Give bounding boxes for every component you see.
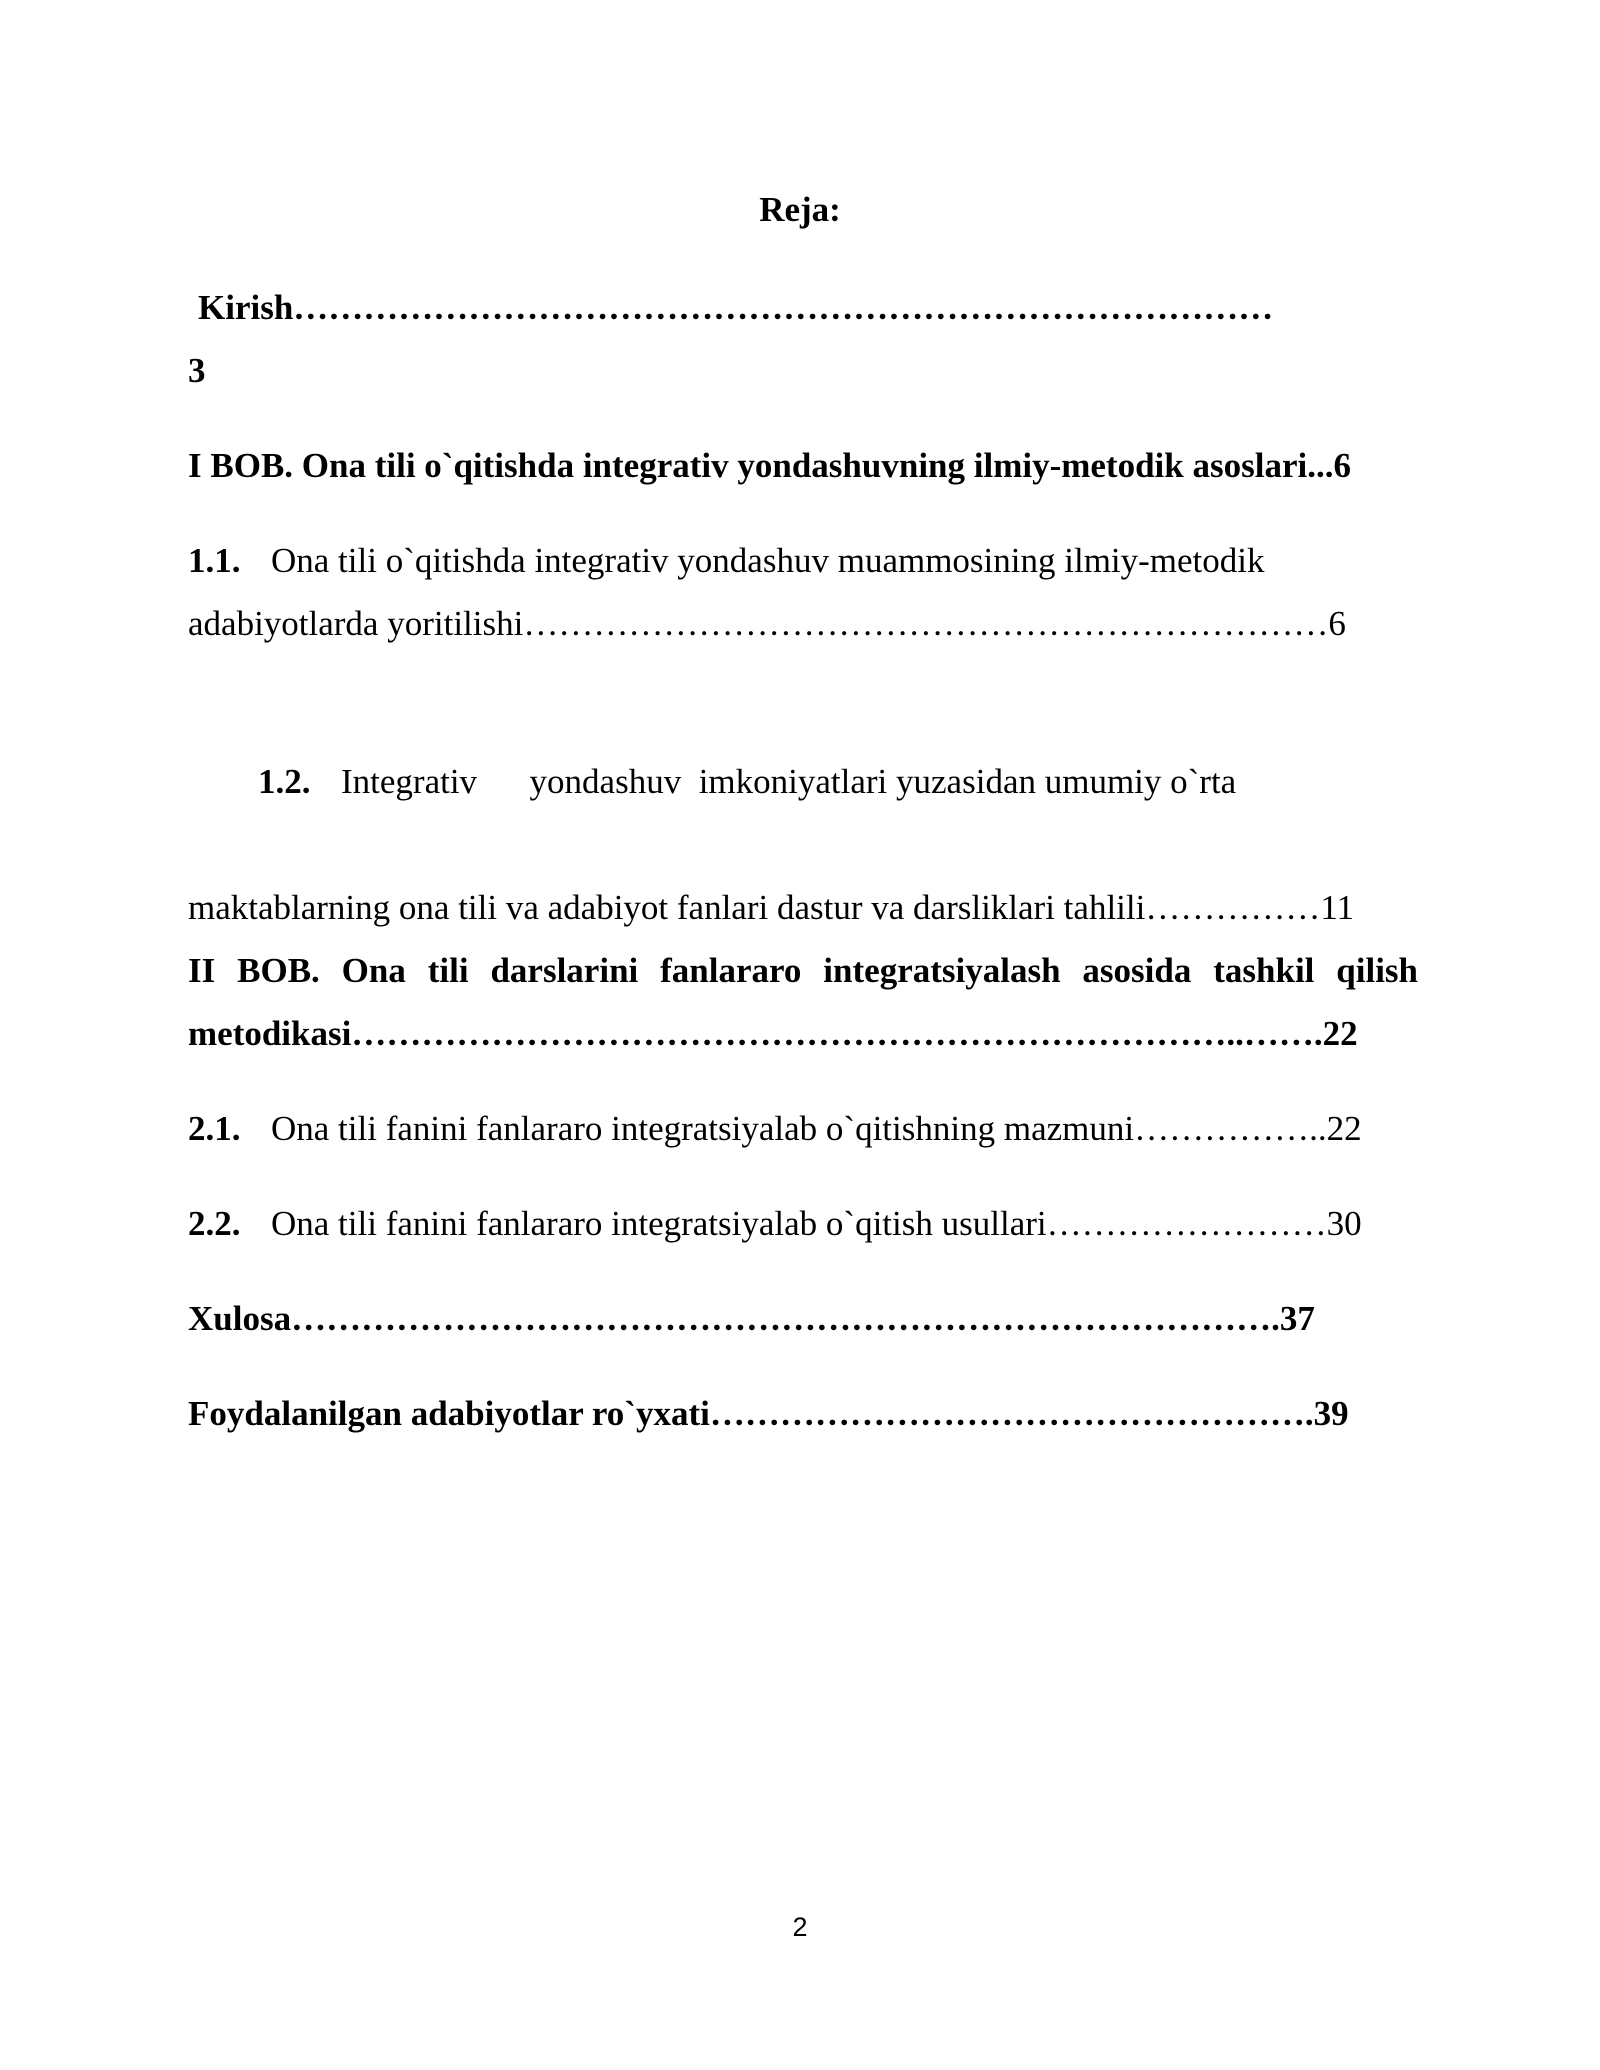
toc-section-number: 2.2. — [188, 1204, 241, 1243]
toc-entry-page: 3 — [188, 351, 206, 390]
toc-entry-chapter-1: I BOB. Ona tili o`qitishda integrativ yondashuvning ilmiy-metodik asoslari...6 — [188, 446, 1351, 485]
toc-entry-kirish — [188, 276, 1418, 339]
toc-section-number: 1.2. — [258, 762, 311, 801]
toc-entry-references: Foydalanilgan adabiyotlar ro`yxati…………………………………………….39 — [188, 1394, 1349, 1433]
page-number: 2 — [792, 1912, 808, 1942]
toc-section-number: 2.1. — [188, 1109, 241, 1148]
toc-entry-leader: ………………………………………………………………………… — [293, 288, 1274, 327]
toc-section-title-line2: maktablarning ona tili va adabiyot fanlari dastur va darsliklari tahlili……………11 — [188, 888, 1355, 927]
table-of-contents — [188, 276, 1418, 1445]
toc-entry-section-1-1 — [188, 529, 1418, 655]
toc-chapter-title-line1: II BOB. Ona tili darslarini fanlararo integratsiyalash asosida tashkil qilish — [188, 951, 1418, 990]
toc-section-title: Ona tili fanini fanlararo integratsiyalab o`qitish usullari……………………30 — [271, 1204, 1362, 1243]
toc-entry-label: Kirish — [198, 288, 294, 327]
page-title: Reja: — [759, 190, 841, 229]
toc-entry-section-2-1 — [188, 1097, 1418, 1160]
toc-chapter-title-line2: metodikasi…………………………………………………………………..…….22 — [188, 1014, 1358, 1053]
toc-section-number: 1.1. — [188, 541, 241, 580]
toc-entry-chapter-2 — [188, 939, 1418, 1065]
toc-entry-xulosa: Xulosa………………………………………………………………………….37 — [188, 1299, 1315, 1338]
toc-section-title-line1: Integrativ yondashuv imkoniyatlari yuzasidan umumiy o`rta — [341, 762, 1237, 801]
toc-section-title-line1: Ona tili o`qitishda integrativ yondashuv muammosining ilmiy-metodik — [271, 541, 1265, 580]
toc-entry-section-2-2 — [188, 1192, 1418, 1255]
toc-section-title: Ona tili fanini fanlararo integratsiyalab o`qitishning mazmuni……………..22 — [271, 1109, 1362, 1148]
toc-entry-section-1-2 — [188, 687, 1418, 939]
toc-section-title-line2: adabiyotlarda yoritilishi……………………………………………………………6 — [188, 604, 1346, 643]
